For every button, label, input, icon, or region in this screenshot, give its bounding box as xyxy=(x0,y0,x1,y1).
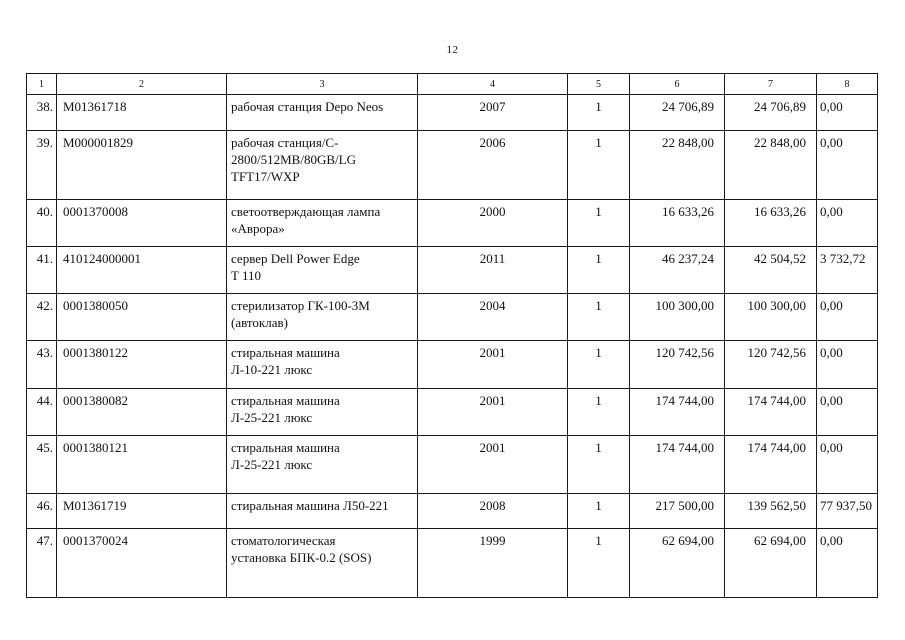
year-cell: 2007 xyxy=(479,99,506,114)
year-cell: 2006 xyxy=(479,135,506,150)
depreciation-cell: 62 694,00 xyxy=(754,533,806,548)
column-header: 3 xyxy=(227,74,418,95)
residual-value-cell: 0,00 xyxy=(820,298,843,313)
cost-cell: 62 694,00 xyxy=(662,533,714,548)
year-cell: 2000 xyxy=(479,204,506,219)
table-row xyxy=(27,529,878,598)
cost-cell: 174 744,00 xyxy=(655,393,714,408)
quantity-cell: 1 xyxy=(595,393,602,408)
inventory-code-cell: М01361718 xyxy=(63,99,127,114)
item-name-cell: стиральная машина Л-25-221 люкс xyxy=(231,393,340,425)
cost-cell: 24 706,89 xyxy=(662,99,714,114)
item-name-cell: стоматологическая установка БПК-0.2 (SOS) xyxy=(231,533,372,565)
cost-cell: 16 633,26 xyxy=(662,204,714,219)
residual-value-cell: 0,00 xyxy=(820,345,843,360)
column-header: 1 xyxy=(27,74,57,95)
year-cell: 2008 xyxy=(479,498,506,513)
residual-value-cell: 0,00 xyxy=(820,440,843,455)
row-number-cell: 46. xyxy=(36,498,53,513)
table-row xyxy=(27,131,878,200)
item-name-cell: стерилизатор ГК-100-3М (автоклав) xyxy=(231,298,370,330)
column-header: 7 xyxy=(725,74,817,95)
quantity-cell: 1 xyxy=(595,135,602,150)
inventory-table xyxy=(26,73,878,598)
inventory-code-cell: 0001380121 xyxy=(63,440,128,455)
table-row xyxy=(27,436,878,494)
row-number-cell: 41. xyxy=(36,251,53,266)
row-number-cell: 45. xyxy=(36,440,53,455)
depreciation-cell: 139 562,50 xyxy=(747,498,806,513)
depreciation-cell: 174 744,00 xyxy=(747,440,806,455)
item-name-cell: сервер Dell Power Edge T 110 xyxy=(231,251,360,283)
quantity-cell: 1 xyxy=(595,533,602,548)
inventory-code-cell: 0001370008 xyxy=(63,204,128,219)
residual-value-cell: 77 937,50 xyxy=(820,498,872,513)
year-cell: 1999 xyxy=(479,533,506,548)
row-number-cell: 38. xyxy=(36,99,53,114)
inventory-code-cell: 0001370024 xyxy=(63,533,128,548)
quantity-cell: 1 xyxy=(595,498,602,513)
inventory-code-cell: 0001380082 xyxy=(63,393,128,408)
row-number-cell: 39. xyxy=(36,135,53,150)
column-header: 6 xyxy=(630,74,725,95)
table-row xyxy=(27,341,878,389)
row-number-cell: 47. xyxy=(36,533,53,548)
residual-value-cell: 3 732,72 xyxy=(820,251,866,266)
quantity-cell: 1 xyxy=(595,345,602,360)
table-header-row xyxy=(27,74,878,95)
page-number: 12 xyxy=(446,44,459,56)
cost-cell: 217 500,00 xyxy=(655,498,714,513)
year-cell: 2001 xyxy=(479,345,506,360)
row-number-cell: 43. xyxy=(36,345,53,360)
column-header: 4 xyxy=(418,74,568,95)
item-name-cell: рабочая станция/С- 2800/512МВ/80GB/LG TFT17/WXP xyxy=(231,135,356,184)
inventory-code-cell: М01361719 xyxy=(63,498,127,513)
column-header: 5 xyxy=(568,74,630,95)
residual-value-cell: 0,00 xyxy=(820,204,843,219)
quantity-cell: 1 xyxy=(595,440,602,455)
cost-cell: 120 742,56 xyxy=(655,345,714,360)
residual-value-cell: 0,00 xyxy=(820,135,843,150)
cost-cell: 100 300,00 xyxy=(655,298,714,313)
residual-value-cell: 0,00 xyxy=(820,393,843,408)
table-row xyxy=(27,247,878,294)
item-name-cell: стиральная машина Л50-221 xyxy=(231,498,389,513)
year-cell: 2001 xyxy=(479,440,506,455)
column-header: 2 xyxy=(57,74,227,95)
column-header: 8 xyxy=(817,74,878,95)
table-row xyxy=(27,200,878,247)
inventory-code-cell: М000001829 xyxy=(63,135,134,150)
cost-cell: 22 848,00 xyxy=(662,135,714,150)
table-row xyxy=(27,389,878,436)
depreciation-cell: 16 633,26 xyxy=(754,204,806,219)
depreciation-cell: 42 504,52 xyxy=(754,251,806,266)
item-name-cell: рабочая станция Depo Neos xyxy=(231,99,384,114)
row-number-cell: 40. xyxy=(36,204,53,219)
item-name-cell: стиральная машина Л-10-221 люкс xyxy=(231,345,340,377)
inventory-code-cell: 410124000001 xyxy=(63,251,141,266)
quantity-cell: 1 xyxy=(595,298,602,313)
row-number-cell: 42. xyxy=(36,298,53,313)
quantity-cell: 1 xyxy=(595,204,602,219)
item-name-cell: стиральная машина Л-25-221 люкс xyxy=(231,440,340,472)
depreciation-cell: 22 848,00 xyxy=(754,135,806,150)
depreciation-cell: 24 706,89 xyxy=(754,99,806,114)
table-row xyxy=(27,95,878,131)
table-row xyxy=(27,294,878,341)
depreciation-cell: 174 744,00 xyxy=(747,393,806,408)
table-row xyxy=(27,494,878,529)
inventory-code-cell: 0001380122 xyxy=(63,345,128,360)
inventory-code-cell: 0001380050 xyxy=(63,298,128,313)
depreciation-cell: 120 742,56 xyxy=(747,345,806,360)
cost-cell: 46 237,24 xyxy=(662,251,714,266)
year-cell: 2001 xyxy=(479,393,506,408)
residual-value-cell: 0,00 xyxy=(820,533,843,548)
year-cell: 2004 xyxy=(479,298,506,313)
cost-cell: 174 744,00 xyxy=(655,440,714,455)
depreciation-cell: 100 300,00 xyxy=(747,298,806,313)
quantity-cell: 1 xyxy=(595,99,602,114)
quantity-cell: 1 xyxy=(595,251,602,266)
row-number-cell: 44. xyxy=(36,393,53,408)
year-cell: 2011 xyxy=(479,251,506,266)
residual-value-cell: 0,00 xyxy=(820,99,843,114)
item-name-cell: светоотверждающая лампа «Аврора» xyxy=(231,204,381,236)
